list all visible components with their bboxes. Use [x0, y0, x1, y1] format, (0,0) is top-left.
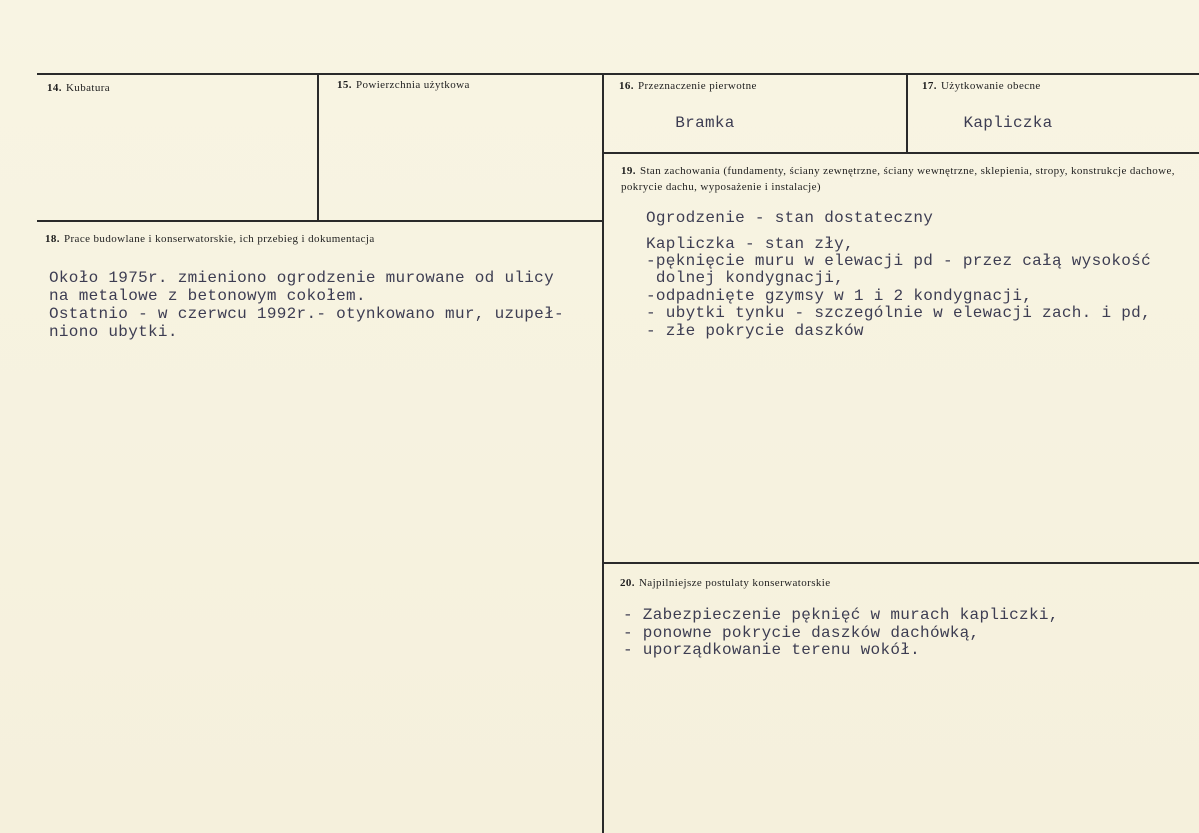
field-17-label — [922, 80, 1041, 92]
field-20-number: 20. — [620, 577, 635, 589]
field-18-line: Ostatnio - w czerwcu 1992r.- otynkowano mur, uzupeł- — [49, 305, 564, 323]
row-divider-19-20 — [603, 562, 1199, 564]
field-20-label — [620, 577, 831, 589]
field-14-title: Kubatura — [65, 82, 111, 94]
field-20-title: Najpilniejsze postulaty konserwatorskie — [638, 577, 831, 589]
field-15-label — [337, 79, 470, 91]
field-20-line: - uporządkowanie terenu wokół. — [623, 641, 921, 659]
field-17-title: Użytkowanie obecne — [940, 80, 1041, 92]
top-border — [37, 73, 1199, 75]
field-16-label — [619, 80, 757, 92]
field-16-title: Przeznaczenie pierwotne — [637, 80, 757, 92]
field-19-line: -pęknięcie muru w elewacji pd - przez całą wysokość — [646, 252, 1151, 270]
field-18-label — [45, 233, 375, 245]
field-19-line: Ogrodzenie - stan dostateczny — [646, 209, 934, 227]
field-19-title: Stan zachowania (fundamenty, ściany zewnętrzne, ściany wewnętrzne, sklepienia, stropy, konstrukcje dachowe, pokrycie dachu, wyposażenie i instalacje) — [621, 165, 1175, 193]
field-19-label — [621, 163, 1181, 195]
field-18-line: na metalowe z betonowym cokołem. — [49, 287, 366, 305]
field-20-line: - ponowne pokrycie daszków dachówką, — [623, 624, 980, 642]
row-divider-14-18 — [37, 220, 603, 222]
field-18-number: 18. — [45, 233, 60, 245]
field-15-title: Powierzchnia użytkowa — [355, 79, 470, 91]
field-18-line: niono ubytki. — [49, 323, 178, 341]
field-16-number: 16. — [619, 80, 634, 92]
field-19-line: dolnej kondygnacji, — [646, 269, 845, 287]
field-16-value: Bramka — [675, 114, 735, 132]
row-divider-16-19 — [603, 152, 1199, 154]
field-19-line: - ubytki tynku - szczególnie w elewacji zach. i pd, — [646, 304, 1151, 322]
divider-14-15 — [317, 73, 319, 221]
divider-center — [602, 73, 604, 833]
field-19-number: 19. — [621, 165, 636, 177]
field-14-label — [47, 82, 110, 94]
field-19-line: - złe pokrycie daszków — [646, 322, 864, 340]
field-17-value: Kapliczka — [963, 114, 1053, 132]
field-14-number: 14. — [47, 82, 62, 94]
divider-16-17 — [906, 73, 908, 153]
field-18-title: Prace budowlane i konserwatorskie, ich przebieg i dokumentacja — [63, 233, 375, 245]
field-19-line: -odpadnięte gzymsy w 1 i 2 kondygnacji, — [646, 287, 1033, 305]
field-15-number: 15. — [337, 79, 352, 91]
field-17-number: 17. — [922, 80, 937, 92]
field-20-line: - Zabezpieczenie pęknięć w murach kapliczki, — [623, 606, 1059, 624]
field-18-line: Około 1975r. zmieniono ogrodzenie murowane od ulicy — [49, 269, 554, 287]
field-19-line: Kapliczka - stan zły, — [646, 235, 854, 253]
